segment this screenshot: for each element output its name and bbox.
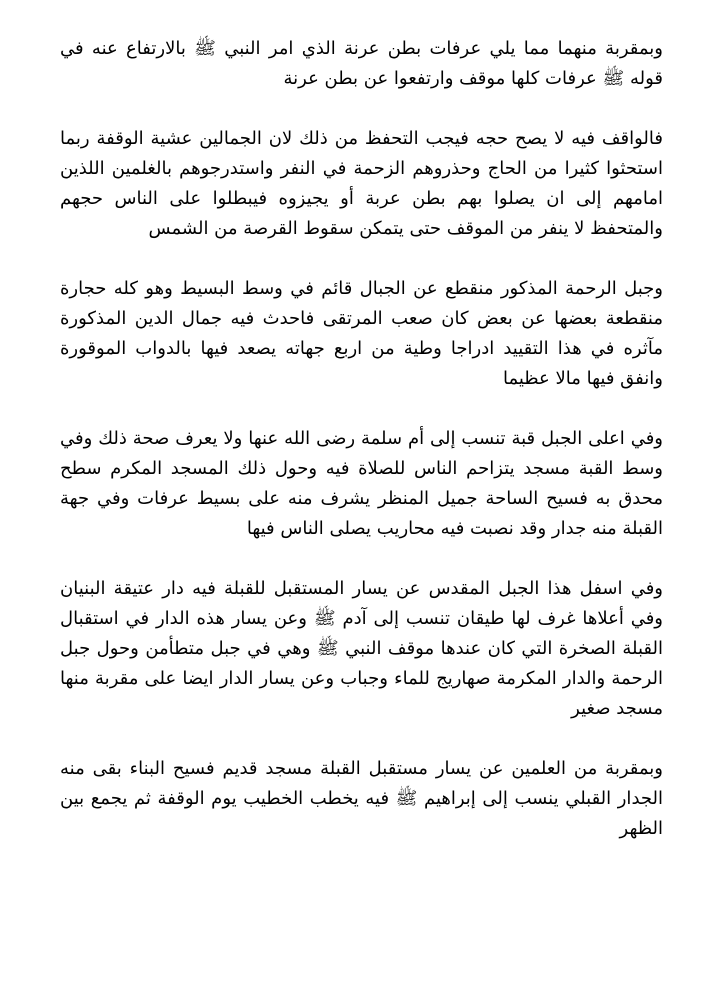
paragraph-batn-urana: وبمقربة منهما مما يلي عرفات بطن عرنة الذي امر النبي ﷺ بالارتفاع عنه في قوله ﷺ عرفات كلها موقف وارتفعوا عن بطن عرنة [60, 38, 663, 89]
paragraph-dar-adam: وفي اسفل هذا الجبل المقدس عن يسار المستقبل للقبلة فيه دار عتيقة البنيان وفي أعلاها غرف لها طيقان تنسب إلى آدم ﷺ وعن يسار هذه الدار في استقبال القبلة الصخرة التي كان عندها موقف النبي ﷺ وهي في جبل متطأمن وحول جبل الرحمة والدار المكرمة صهاريج للماء وجباب وعن يسار الدار ايضا على مقربة منها مسجد صغير [60, 578, 663, 719]
paragraph-masjid-ibrahim: وبمقربة من العلمين عن يسار مستقبل القبلة مسجد قديم فسيح البناء بقى منه الجدار القبلي ينسب إلى إبراهيم ﷺ فيه يخطب الخطيب يوم الوقفة ثم يجمع بين الظهر [60, 758, 663, 839]
paragraph-jabal-al-rahma: وجبل الرحمة المذكور منقطع عن الجبال قائم في وسط البسيط وهو كله حجارة منقطعة بعضها عن بعض كان صعب المرتقى فاحدث فيه جمال الدين المذكورة مآثره في هذا التقييد ادراجا وطية من اربع جهاته يصعد فيها بالدواب الموقورة وانفق فيها مالا عظيما [60, 278, 663, 389]
paragraph-waqif-warning: فالواقف فيه لا يصح حجه فيجب التحفظ من ذلك لان الجمالين عشية الوقفة ربما استحثوا كثيرا من الحاج وحذروهم الزحمة في النفر واستدرجوهم بالغلمين اللذين امامهم إلى ان يصلوا بهم بطن عربة أو يجيزوه فيبطلوا على الناس حجهم والمتحفظ لا ينفر من الموقف حتى يتمكن سقوط القرصة من الشمس [60, 128, 663, 239]
paragraph-qubba-umm-salama: وفي اعلى الجبل قبة تنسب إلى أم سلمة رضى الله عنها ولا يعرف صحة ذلك وفي وسط القبة مسجد يتزاحم الناس للصلاة فيه وحول ذلك المسجد المكرم سطح محدق به فسيح الساحة جميل المنظر يشرف منه على بسيط عرفات وفي جهة القبلة منه جدار وقد نصبت فيه محاريب يصلى الناس فيها [60, 428, 663, 539]
